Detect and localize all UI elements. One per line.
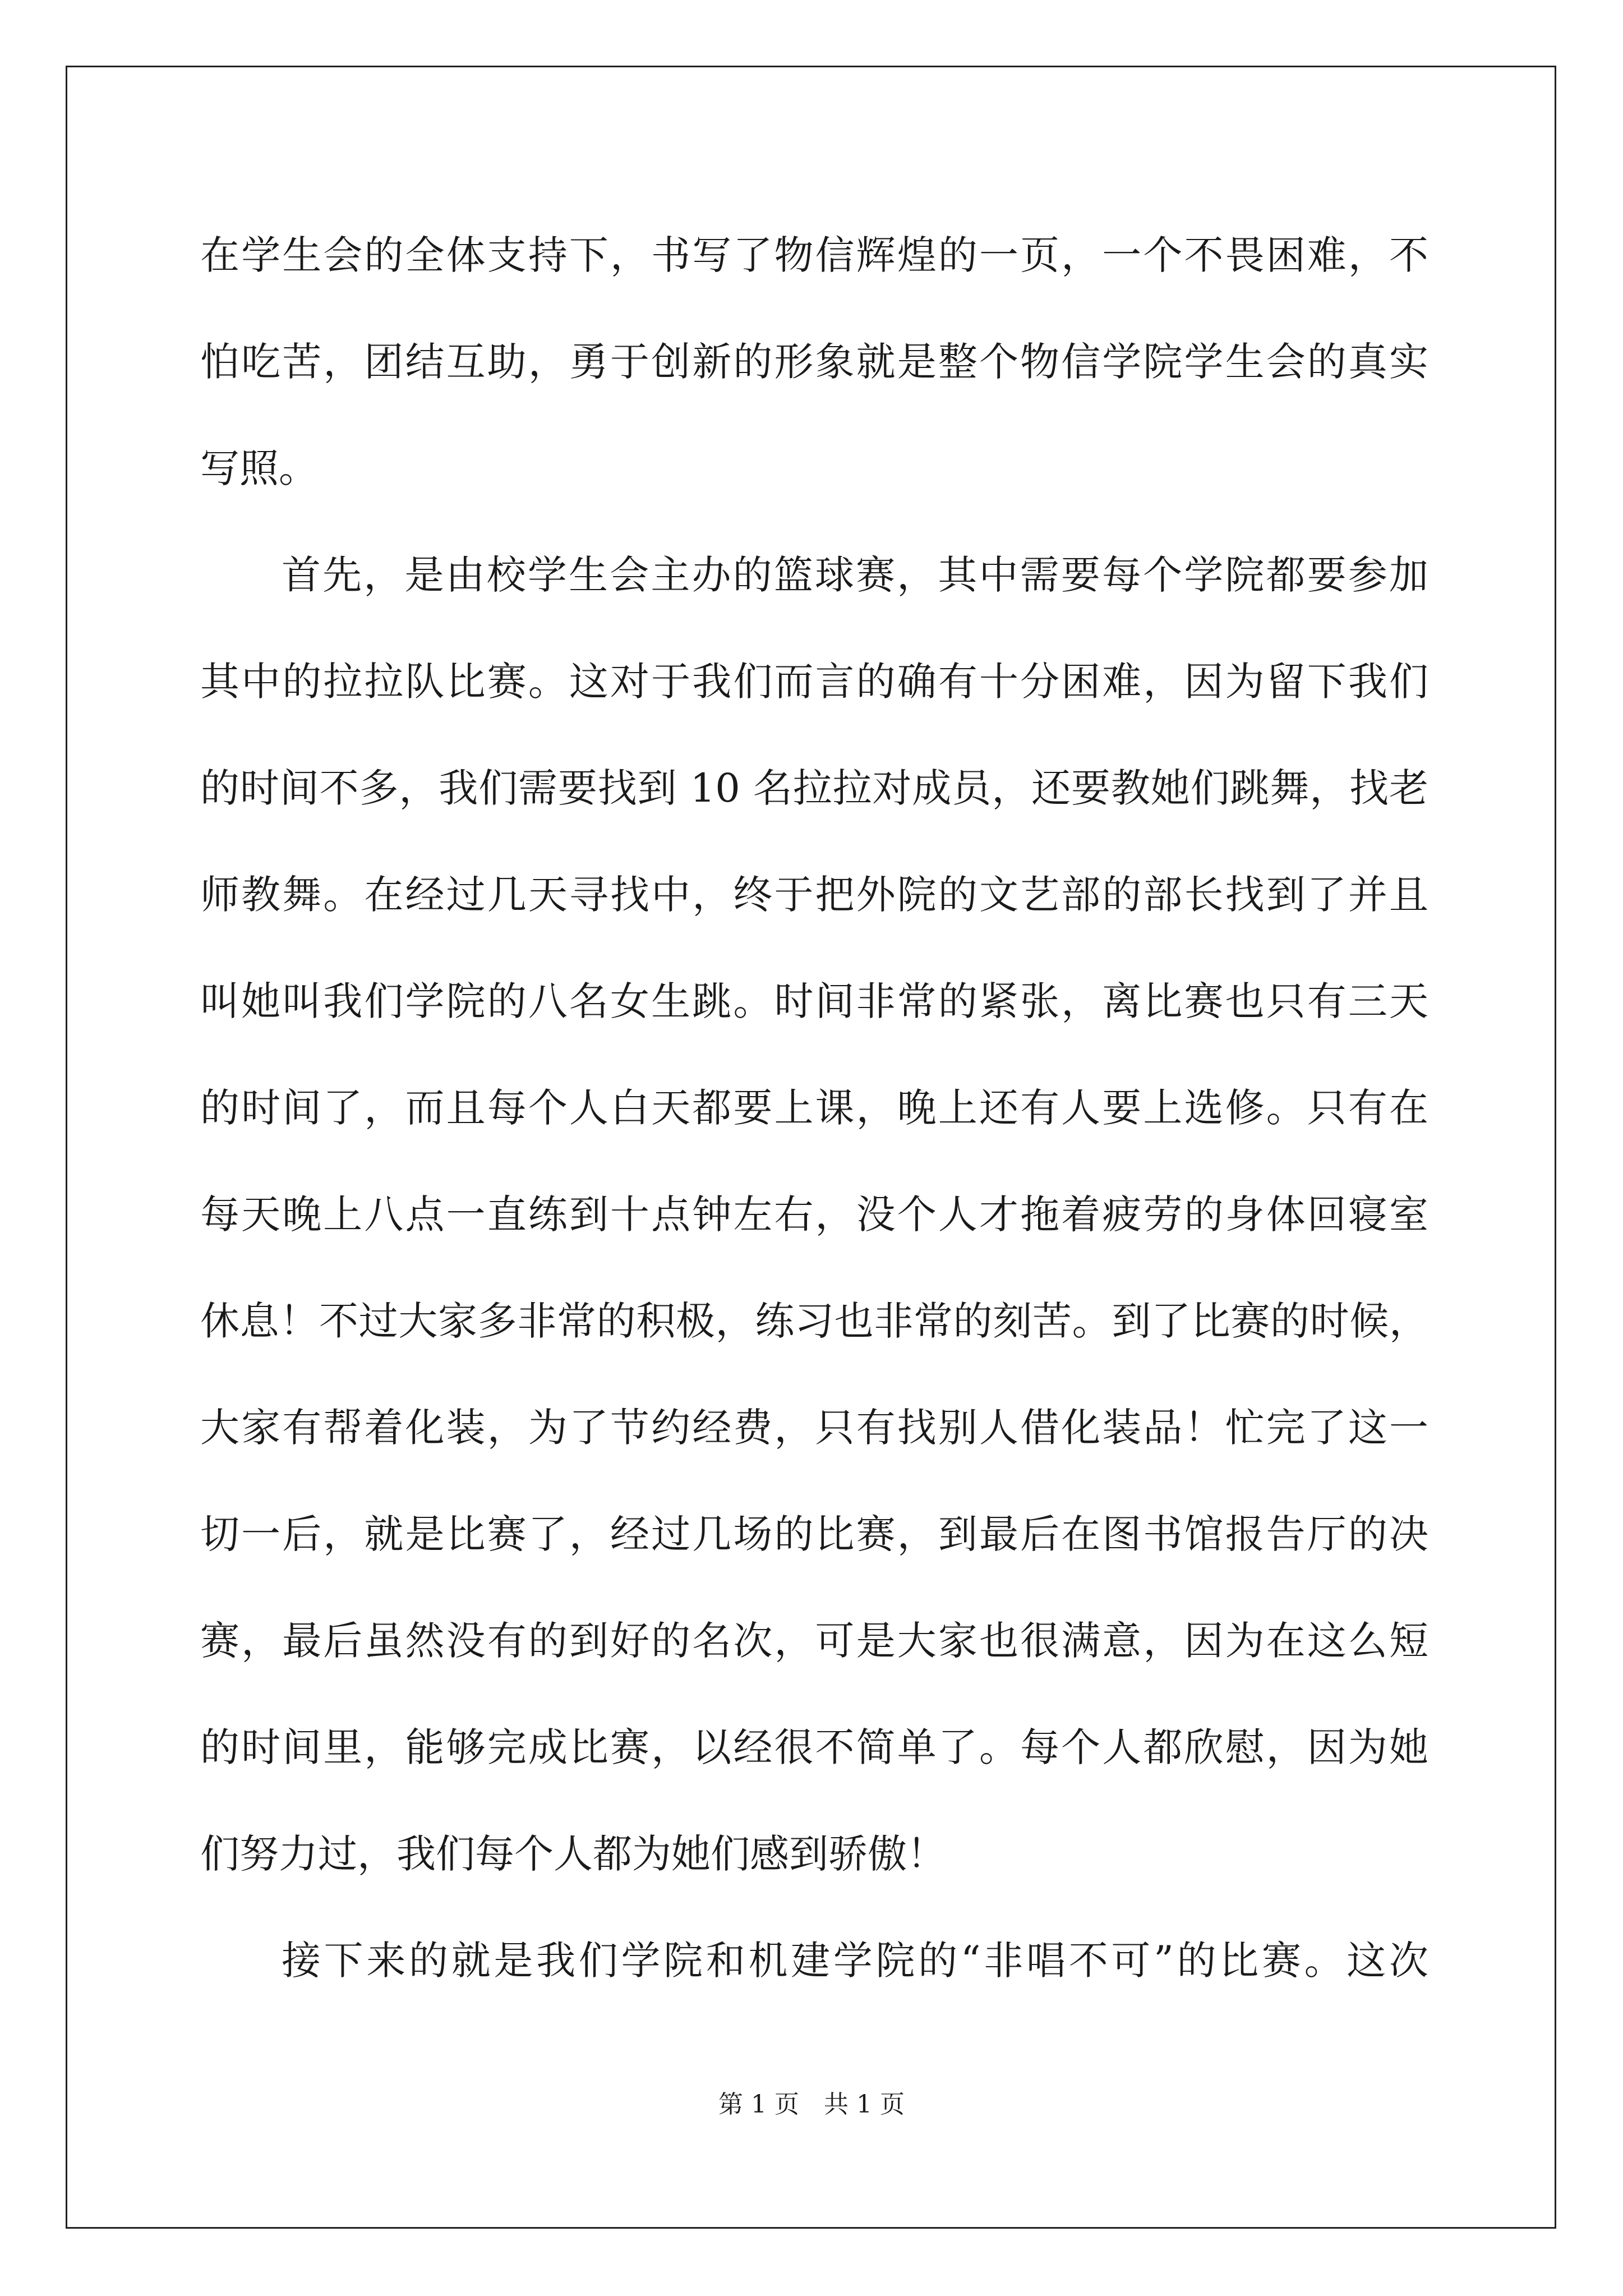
text-line: 们努力过，我们每个人都为她们感到骄傲！ — [200, 1831, 946, 1877]
text-line: 的时间不多，我们需要找到 10 名拉拉对成员，还要教她们跳舞，找老 — [200, 765, 1428, 811]
text-line: 赛，最后虽然没有的到好的名次，可是大家也很满意，因为在这么短 — [200, 1618, 1428, 1664]
text-line: 写照。 — [200, 445, 318, 491]
text-line: 怕吃苦，团结互助，勇于创新的形象就是整个物信学院学生会的真实 — [200, 339, 1428, 385]
text-line: 其中的拉拉队比赛。这对于我们而言的确有十分困难，因为留下我们 — [200, 659, 1428, 705]
text-line: 师教舞。在经过几天寻找中，终于把外院的文艺部的部长找到了并且 — [200, 872, 1428, 918]
text-line: 接下来的就是我们学院和机建学院的“非唱不可”的比赛。这次 — [282, 1938, 1428, 1984]
page-footer: 第 1 页 共 1 页 — [718, 2090, 905, 2119]
text-line: 每天晚上八点一直练到十点钟左右，没个人才拖着疲劳的身体回寝室 — [200, 1191, 1428, 1237]
text-line: 的时间里，能够完成比赛，以经很不简单了。每个人都欣慰，因为她 — [200, 1724, 1428, 1770]
text-line: 首先，是由校学生会主办的篮球赛，其中需要每个学院都要参加 — [282, 552, 1428, 598]
text-line: 叫她叫我们学院的八名女生跳。时间非常的紧张，离比赛也只有三天 — [200, 978, 1428, 1024]
text-line: 在学生会的全体支持下，书写了物信辉煌的一页，一个不畏困难，不 — [200, 232, 1428, 278]
text-line: 切一后，就是比赛了，经过几场的比赛，到最后在图书馆报告厅的决 — [200, 1511, 1428, 1557]
text-line: 大家有帮着化装，为了节约经费，只有找别人借化装品！忙完了这一 — [200, 1405, 1428, 1451]
text-line: 的时间了，而且每个人白天都要上课，晚上还有人要上选修。只有在 — [200, 1085, 1428, 1131]
text-line: 休息！不过大家多非常的积极，练习也非常的刻苦。到了比赛的时候， — [200, 1298, 1428, 1344]
